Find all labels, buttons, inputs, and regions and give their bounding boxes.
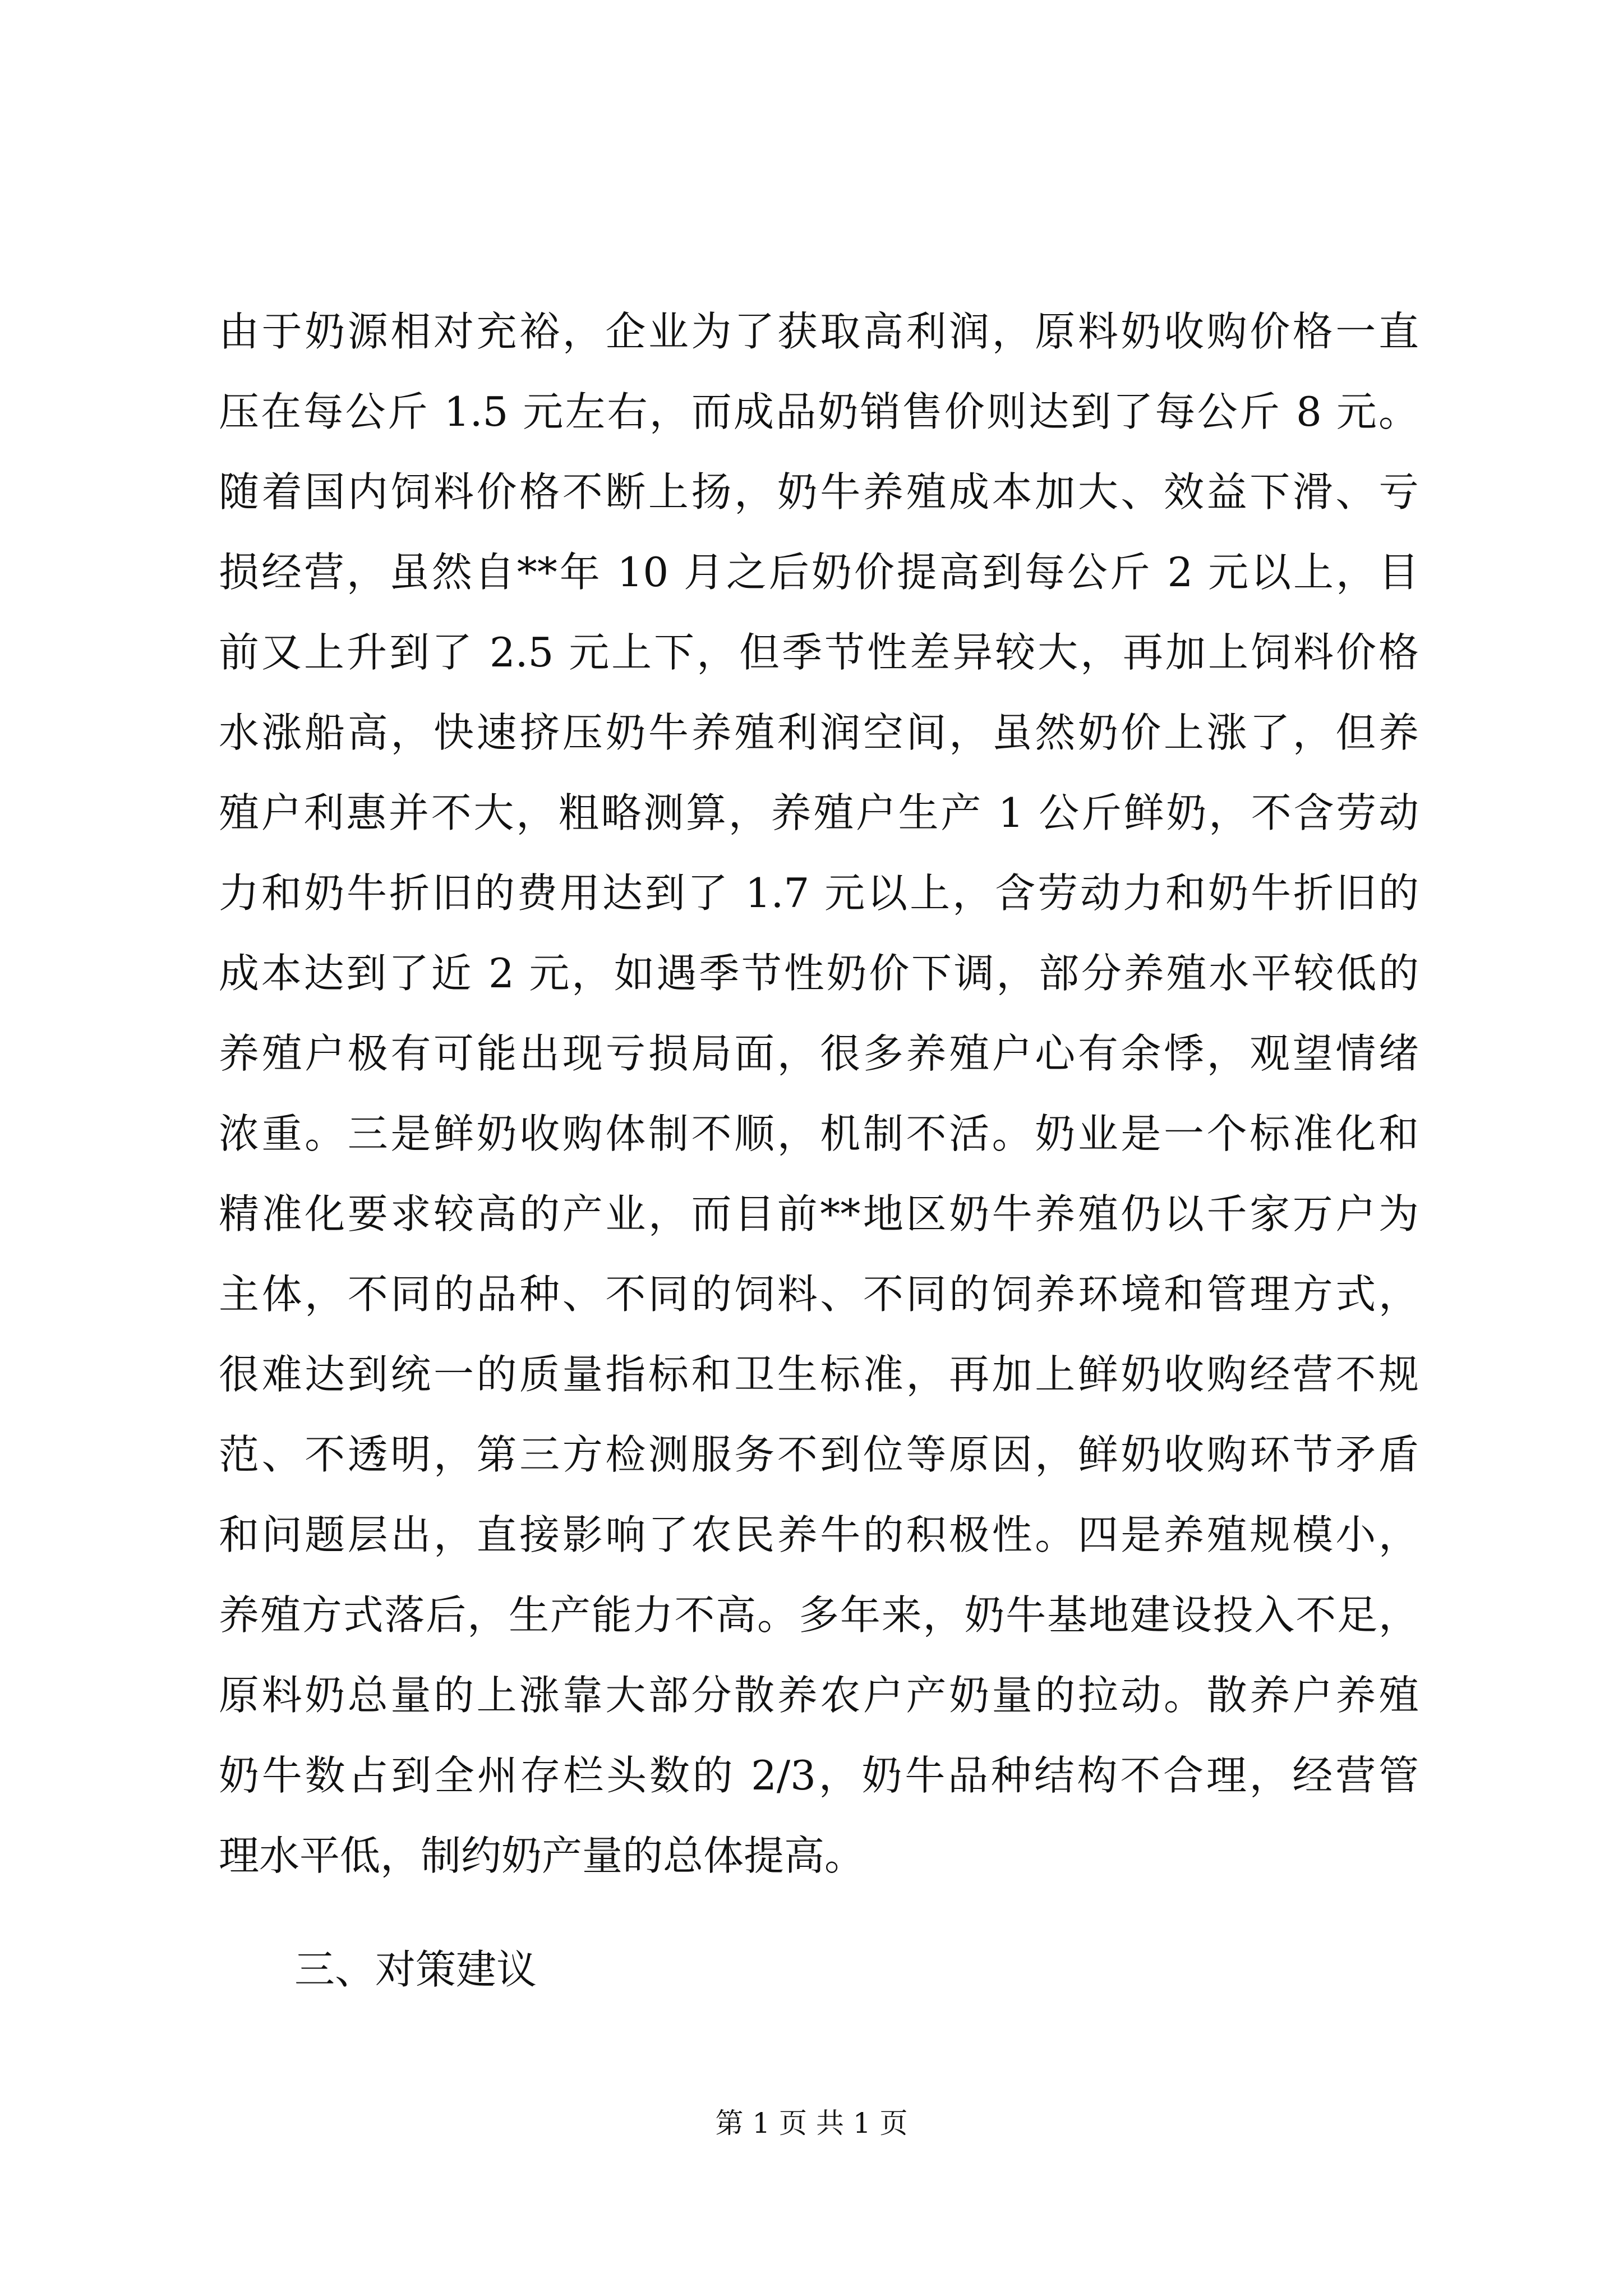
- paragraph-line: 很难达到统一的质量指标和卫生标准，再加上鲜奶收购经营不规: [219, 1351, 1419, 1398]
- paragraph-line: 由于奶源相对充裕，企业为了获取高利润，原料奶收购价格一直: [219, 308, 1419, 355]
- paragraph-line: 养殖方式落后，生产能力不高。多年来，奶牛基地建设投入不足，: [219, 1591, 1419, 1639]
- paragraph-line: 成本达到了近 2 元，如遇季节性奶价下调，部分养殖水平较低的: [219, 950, 1419, 997]
- paragraph-line: 损经营，虽然自**年 10 月之后奶价提高到每公斤 2 元以上，目: [219, 549, 1419, 596]
- paragraph-line: 殖户利惠并不大，粗略测算，养殖户生产 1 公斤鲜奶，不含劳动: [219, 789, 1419, 836]
- paragraph-line: 水涨船高，快速挤压奶牛养殖利润空间，虽然奶价上涨了，但养: [219, 709, 1419, 756]
- section-heading: 三、对策建议: [294, 1946, 537, 1993]
- paragraph-line: 精准化要求较高的产业，而目前**地区奶牛养殖仍以千家万户为: [219, 1190, 1419, 1237]
- paragraph-line: 和问题层出，直接影响了农民养牛的积极性。四是养殖规模小，: [219, 1511, 1419, 1558]
- paragraph-line: 养殖户极有可能出现亏损局面，很多养殖户心有余悸，观望情绪: [219, 1030, 1419, 1077]
- paragraph-line: 前又上升到了 2.5 元上下，但季节性差异较大，再加上饲料价格: [219, 629, 1419, 676]
- paragraph-line: 主体，不同的品种、不同的饲料、不同的饲养环境和管理方式，: [219, 1271, 1419, 1318]
- paragraph-line: 理水平低，制约奶产量的总体提高。: [219, 1832, 865, 1879]
- paragraph-line: 范、不透明，第三方检测服务不到位等原因，鲜奶收购环节矛盾: [219, 1431, 1419, 1478]
- paragraph-line: 压在每公斤 1.5 元左右，而成品奶销售价则达到了每公斤 8 元。: [219, 388, 1419, 435]
- paragraph-line: 奶牛数占到全州存栏头数的 2/3，奶牛品种结构不合理，经营管: [219, 1752, 1419, 1799]
- paragraph-line: 力和奶牛折旧的费用达到了 1.7 元以上，含劳动力和奶牛折旧的: [219, 869, 1419, 917]
- paragraph-line: 原料奶总量的上涨靠大部分散养农户产奶量的拉动。散养户养殖: [219, 1672, 1419, 1719]
- paragraph-line: 浓重。三是鲜奶收购体制不顺，机制不活。奶业是一个标准化和: [219, 1110, 1419, 1157]
- body-paragraph: [219, 292, 1419, 1896]
- page-footer: 第 1 页 共 1 页: [715, 2107, 908, 2139]
- paragraph-line: 随着国内饲料价格不断上扬，奶牛养殖成本加大、效益下滑、亏: [219, 468, 1419, 516]
